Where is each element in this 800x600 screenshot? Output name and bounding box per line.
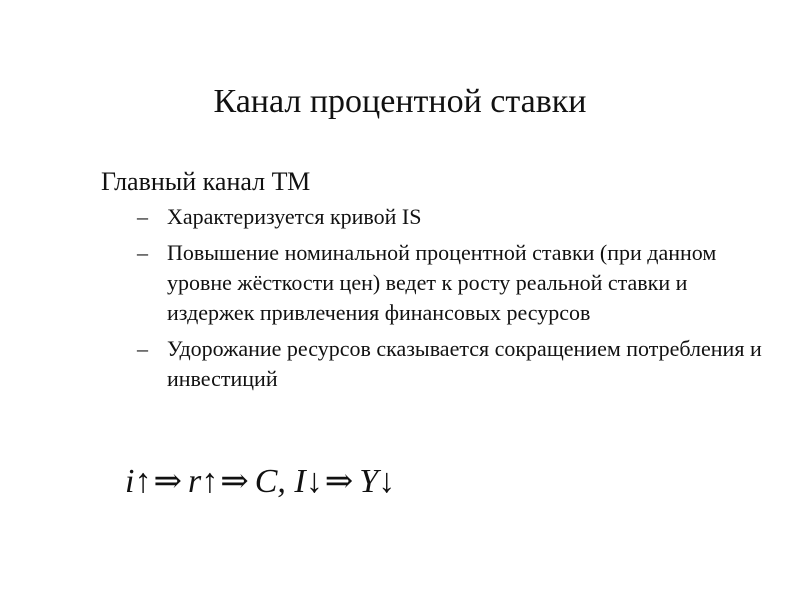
bullet-item <box>137 334 777 394</box>
formula-implies-1: ⇒ <box>153 463 182 500</box>
formula-implies-3: ⇒ <box>324 463 354 500</box>
slide-title: Канал процентной ставки <box>213 83 587 120</box>
formula-r: r <box>187 463 202 500</box>
transmission-formula <box>125 462 395 502</box>
formula-down-arrow-1: ↓ <box>305 463 323 500</box>
bullet-list <box>137 202 777 400</box>
formula-i: i <box>125 463 135 500</box>
bullet-item <box>137 202 777 232</box>
bullet-text: Характеризуется кривой IS <box>167 204 422 229</box>
bullet-text: Удорожание ресурсов сказывается сокращением потребления и инвестиций <box>167 336 762 391</box>
formula-c-i: C, I <box>254 463 306 500</box>
formula-up-arrow-2: ↑ <box>201 463 219 500</box>
bullet-dash: – <box>137 204 148 229</box>
bullet-dash: – <box>137 240 148 265</box>
section-heading: Главный канал ТМ <box>101 167 311 196</box>
formula-down-arrow-2: ↓ <box>378 463 396 500</box>
formula-y: Y <box>359 463 379 500</box>
formula-implies-2: ⇒ <box>220 463 249 500</box>
formula-up-arrow-1: ↑ <box>134 463 152 500</box>
bullet-dash: – <box>137 336 148 361</box>
bullet-item <box>137 238 777 328</box>
bullet-text: Повышение номинальной процентной ставки (при данном уровне жёсткости цен) ведет к росту реальной ставки и издержек привлечения финансовых ресурсов <box>167 240 717 325</box>
